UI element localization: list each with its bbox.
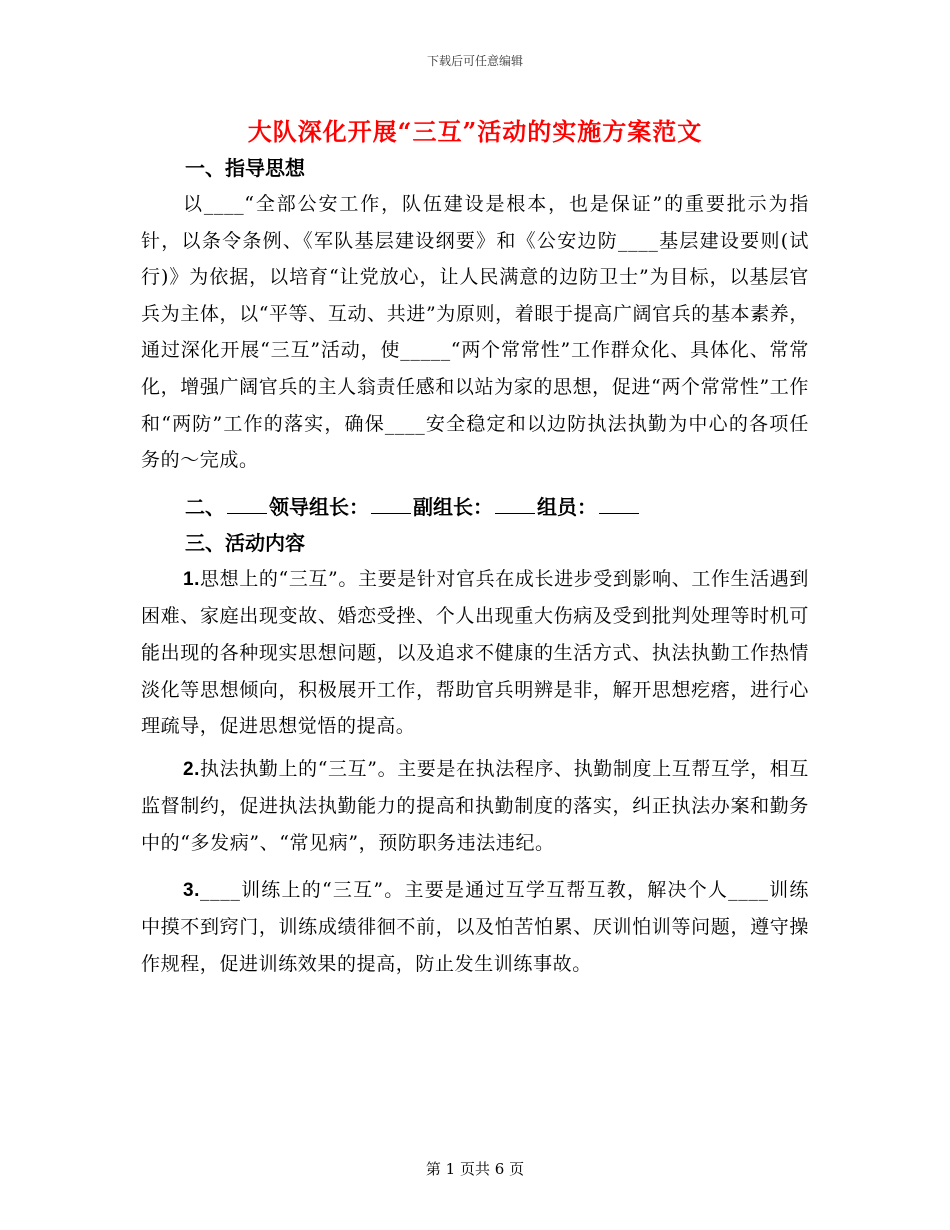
activity-item-1 — [141, 561, 809, 745]
document-body — [141, 150, 809, 982]
section-paragraph-guiding-ideology: 以____“全部公安工作，队伍建设是根本，也是保证”的重要批示为指针，以条令条例、《军队基层建设纲要》和《公安边防____基层建设要则(试行)》为依据，以培育“让党放心，让人民满意的边防卫士”为目标，以基层官兵为主体，以“平等、互动、共进”为原则，着眼于提高广阔官兵的基本素养，通过深化开展“三互”活动，使_____“两个常常性”工作群众化、具体化、常常化，增强广阔官兵的主人翁责任感和以站为家的思想，促进“两个常常性”工作和“两防”工作的落实，确保____安全稳定和以边防执法执勤为中心的各项任务的～完成。 — [141, 193, 809, 472]
document-title: 大队深化开展“三互”活动的实施方案范文 — [247, 117, 703, 146]
section-heading-activity-content: 三、活动内容 — [185, 530, 305, 555]
leadership-prefix: 二、 — [185, 494, 225, 519]
blank-line — [371, 495, 411, 514]
activity-item-number: 3. — [183, 879, 201, 901]
deputy-label: 副组长： — [413, 494, 493, 519]
activity-item-text: 思想上的“三互”。主要是针对官兵在成长进步受到影响、工作生活遇到困难、家庭出现变故、婚恋受挫、个人出现重大伤病及受到批判处理等时机可能出现的各种现实思想问题，以及追求不健康的生活方式、执法执勤工作热情淡化等思想倾向，积极展开工作，帮助官兵明辨是非，解开思想疙瘩，进行心理疏导，促进思想觉悟的提高。 — [141, 567, 809, 738]
activity-item-text: ____训练上的“三互”。主要是通过互学互帮互教，解决个人____训练中摸不到窍门，训练成绩徘徊不前，以及怕苦怕累、厌训怕训等问题，遵守操作规程，促进训练效果的提高，防止发生训练事故。 — [141, 878, 809, 975]
page-number-footer: 第 1 页共 6 页 — [425, 1160, 525, 1178]
leadership-group-line — [141, 489, 809, 525]
section-heading-guiding-ideology: 一、指导思想 — [185, 156, 305, 180]
activity-item-number: 2. — [183, 758, 201, 780]
page-header-note: 下载后可任意编辑 — [426, 54, 523, 68]
activity-item-number: 1. — [183, 568, 201, 590]
activity-item-2 — [141, 751, 809, 862]
blank-line — [227, 495, 267, 514]
member-label: 组员： — [537, 494, 597, 519]
activity-item-3 — [141, 872, 809, 983]
leader-label: 领导组长： — [269, 494, 369, 519]
activity-item-text: 执法执勤上的“三互”。主要是在执法程序、执勤制度上互帮互学，相互监督制约，促进执法执勤能力的提高和执勤制度的落实，纠正执法办案和勤务中的“多发病”、“常见病”，预防职务违法违纪。 — [141, 757, 809, 854]
blank-line — [495, 495, 535, 514]
blank-line — [599, 495, 639, 514]
